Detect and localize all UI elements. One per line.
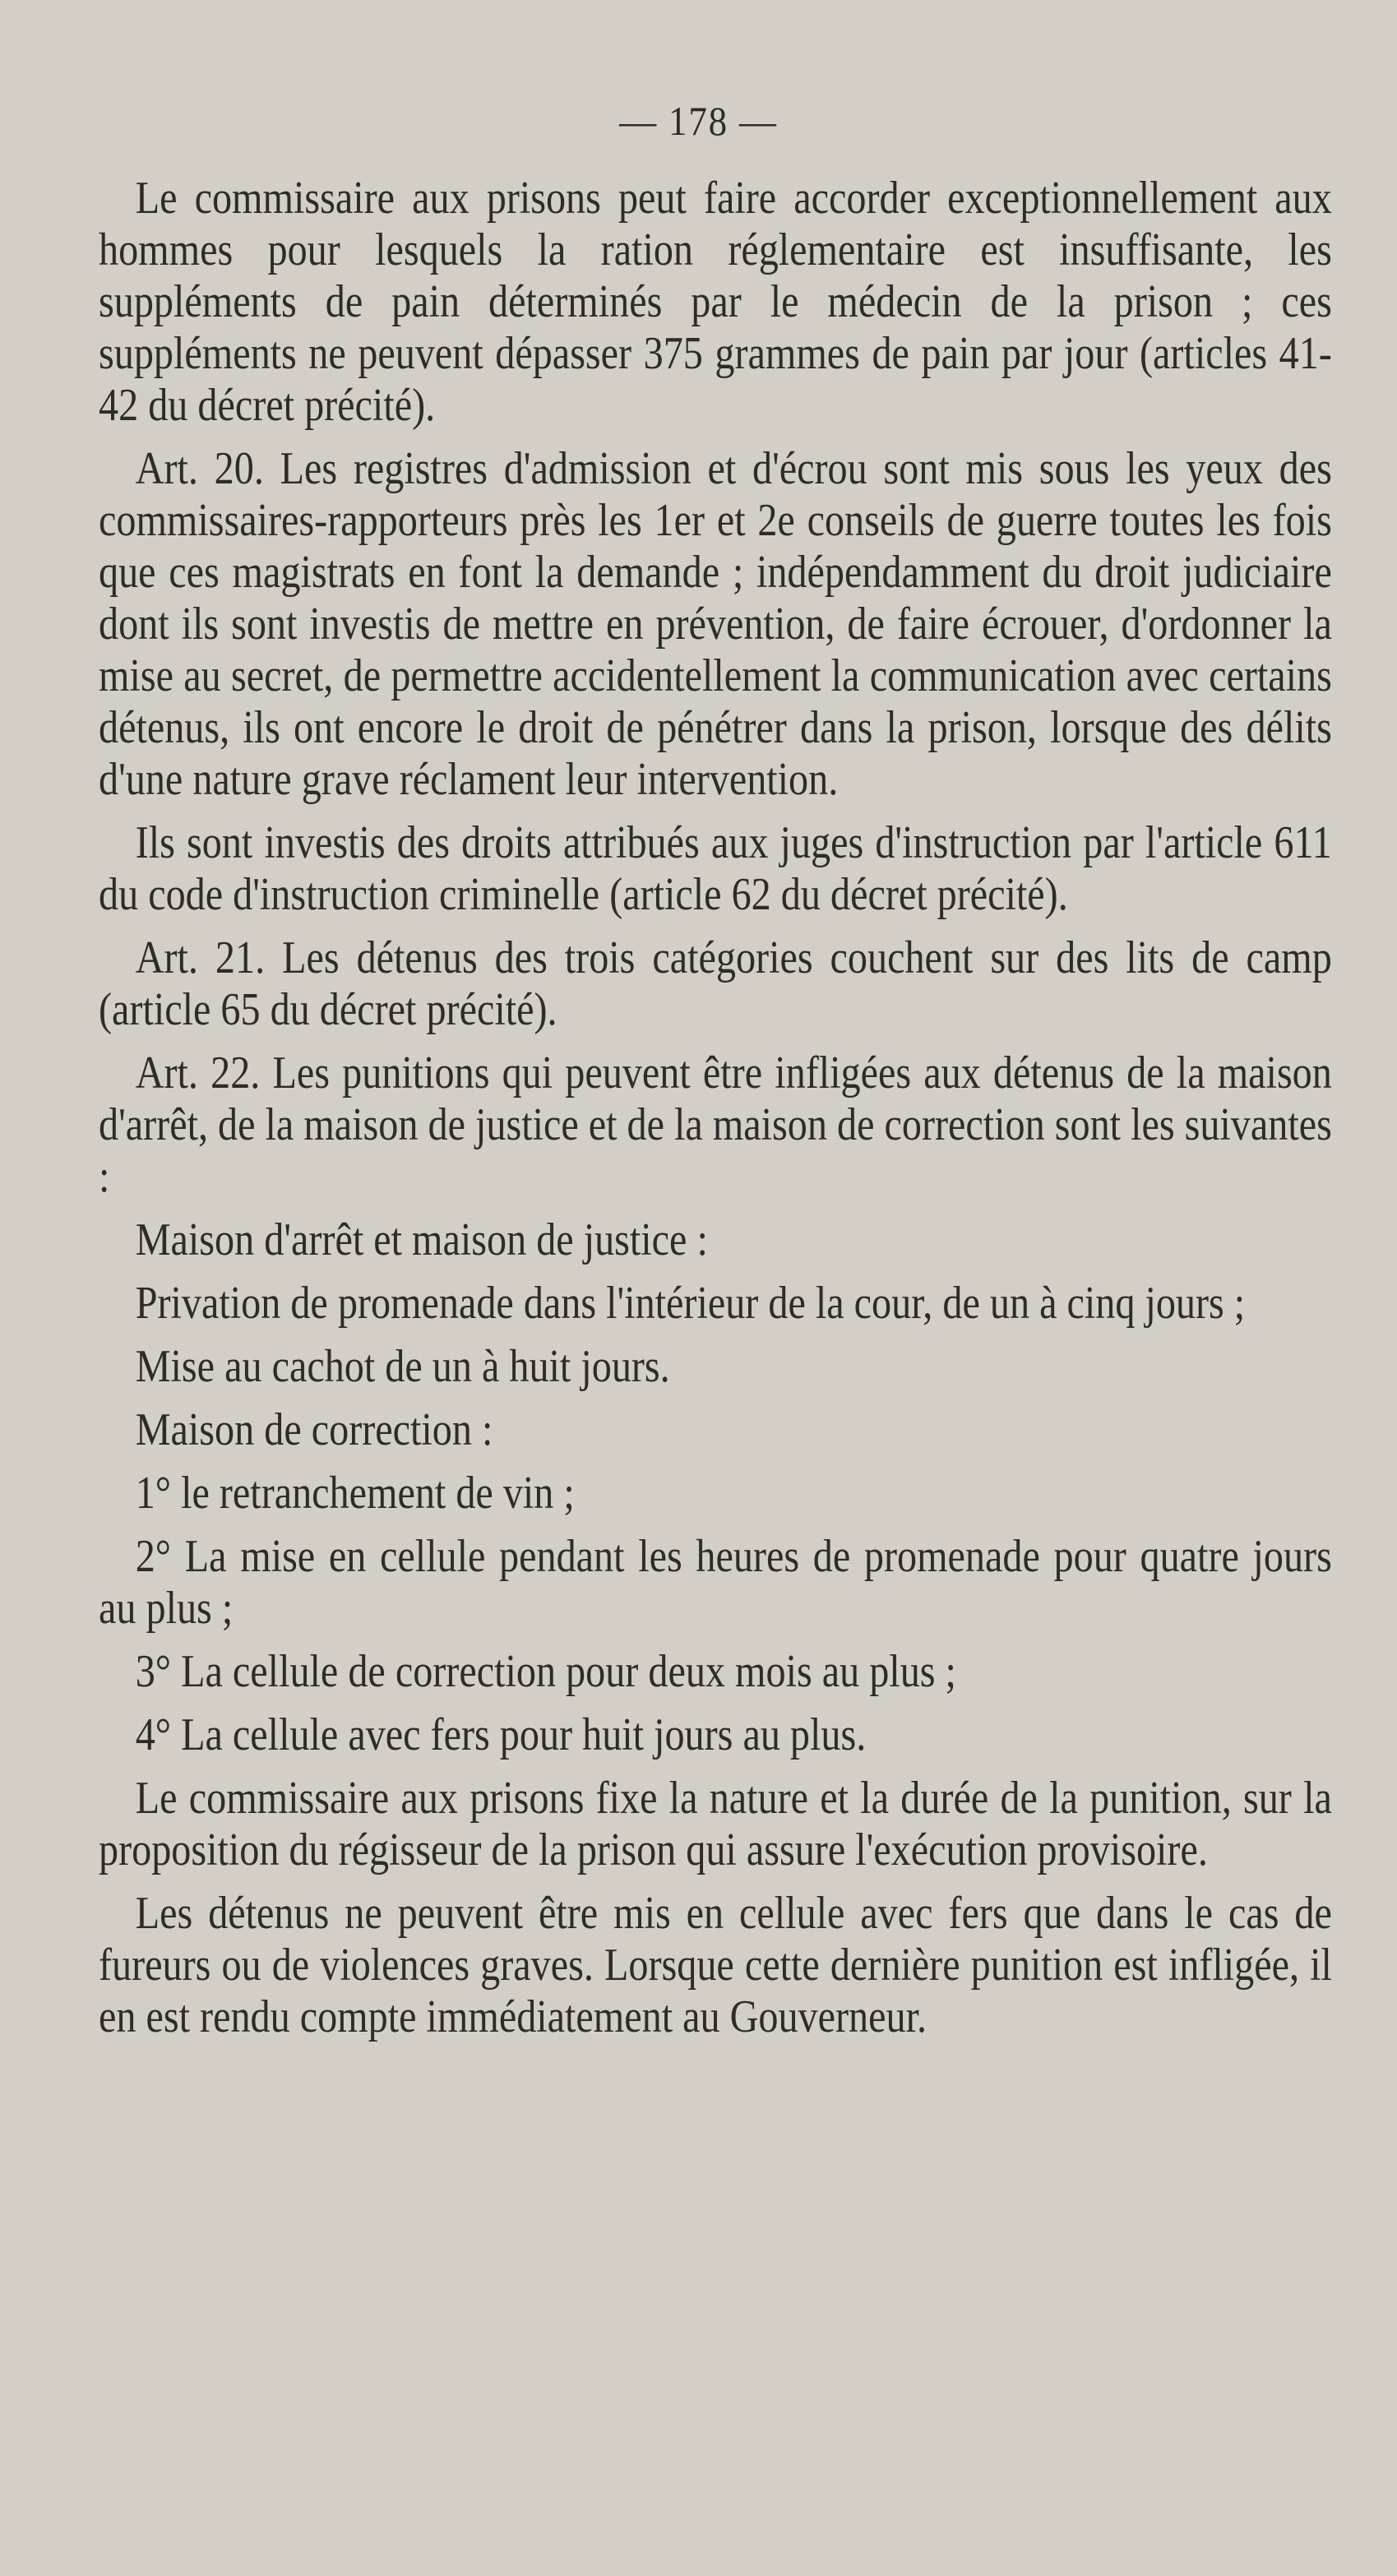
list-item-3: 3° La cellule de correction pour deux mois au plus ; [135,1646,956,1697]
paragraph-detenus-fers: Les détenus ne peuvent être mis en cellule avec fers que dans le cas de fureurs ou de violences graves. Lorsque cette dernière punition est infligée, il en est rendu compte immédiatement au Gouverneur. [99,1888,1332,2042]
paragraph-art-21: Art. 21. Les détenus des trois catégories couchent sur des lits de camp (article 65 du décret précité). [99,932,1332,1035]
list-item-4: 4° La cellule avec fers pour huit jours au plus. [135,1709,867,1760]
paragraph-privation: Privation de promenade dans l'intérieur de la cour, de un à cinq jours ; [135,1278,1246,1329]
page-number: — 178 — [619,98,778,144]
body-text [99,173,1332,2055]
paragraph-cachot: Mise au cachot de un à huit jours. [135,1341,670,1392]
paragraph-investis: Ils sont investis des droits attribués aux juges d'instruction par l'article 611 du code d'instruction criminelle (article 62 du décret précité). [99,817,1332,920]
list-item-2: 2° La mise en cellule pendant les heures de promenade pour quatre jours au plus ; [99,1531,1332,1634]
paragraph-maison-correction-heading: Maison de correction : [135,1404,493,1455]
paragraph-rations: Le commissaire aux prisons peut faire accorder exceptionnellement aux hommes pour lesquels la ration réglementaire est insuffisante, les suppléments de pain déterminés par le médecin de la prison ; ces suppléments ne peuvent dépasser 375 grammes de pain par jour (articles 41-42 du décret précité). [99,173,1332,431]
list-item-1: 1° le retranchement de vin ; [135,1468,575,1519]
paragraph-art-20: Art. 20. Les registres d'admission et d'écrou sont mis sous les yeux des commissaires-rapporteurs près les 1er et 2e conseils de guerre toutes les fois que ces magistrats en font la demande ; indépendamment du droit judiciaire dont ils sont investis de mettre en prévention, de faire écrouer, d'ordonner la mise au secret, de permettre accidentellement la communication avec certains détenus, ils ont encore le droit de pénétrer dans la prison, lorsque des délits d'une nature grave réclament leur intervention. [99,443,1332,805]
paragraph-art-22: Art. 22. Les punitions qui peuvent être infligées aux détenus de la maison d'arrêt, de la maison de justice et de la maison de correction sont les suivantes : [99,1048,1332,1202]
paragraph-maison-arret-heading: Maison d'arrêt et maison de justice : [135,1214,708,1265]
paragraph-commissaire: Le commissaire aux prisons fixe la nature et la durée de la punition, sur la proposition du régisseur de la prison qui assure l'exécution provisoire. [99,1773,1332,1875]
